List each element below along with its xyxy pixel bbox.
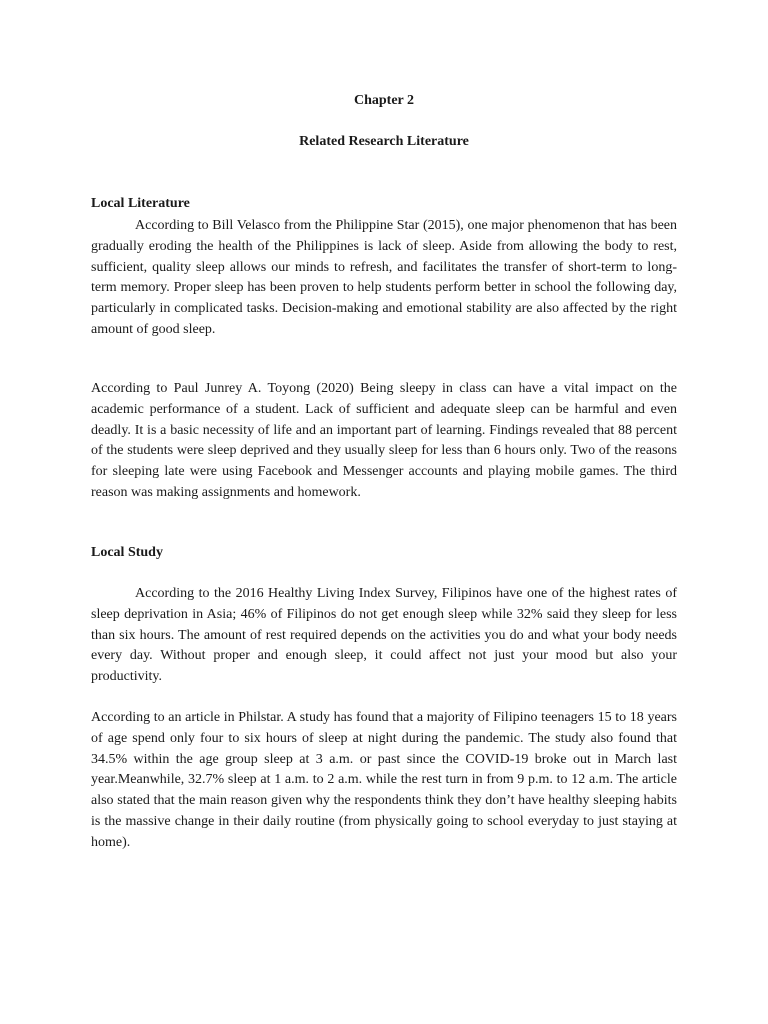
chapter-label: Chapter 2 (353, 93, 415, 108)
paragraph-healthy-living-index: According to the 2016 Healthy Living Index Survey, Filipinos have one of the highest rates of sleep deprivation in Asia; 46% of Filipinos do not get enough sleep while 32% said they sleep for less than six hours. The amount of rest required depends on the activities you do and what your body needs every day. Without proper and enough sleep, it could affect not just your mood but also your productivity. (91, 586, 677, 685)
paragraph-toyong: According to Paul Junrey A. Toyong (2020) Being sleepy in class can have a vital impact on the academic performance of a student. Lack of sufficient and adequate sleep can be harmful and even deadly. It is a basic necessity of life and an important part of learning. Findings revealed that 88 percent of the students were sleep deprived and they usually sleep for less than 6 hours only. Two of the reasons for sleeping late were using Facebook and Messenger accounts and playing mobile games. The third reason was making assignments and homework. (91, 381, 677, 500)
paragraph-philstar-study: According to an article in Philstar. A study has found that a majority of Filipino teenagers 15 to 18 years of age spend only four to six hours of sleep at night during the pandemic. The study also found that 34.5% within the age group sleep at 3 a.m. or past since the COVID-19 broke out in March last year.Meanwhile, 32.7% sleep at 1 a.m. to 2 a.m. while the rest turn in from 9 p.m. to 12 a.m. The article also stated that the main reason given why the respondents think they don’t have healthy sleeping habits is the massive change in their daily routine (from physically going to school everyday to just staying at home). (91, 710, 677, 850)
paragraph-velasco: According to Bill Velasco from the Philippine Star (2015), one major phenomenon that has been gradually eroding the health of the Philippines is lack of sleep. Aside from allowing the body to rest, sufficient, quality sleep allows our minds to refresh, and facilitates the transfer of short-term to long-term memory. Proper sleep has been proven to help students perform better in school the following day, particularly in complicated tasks. Decision-making and emotional stability are also affected by the right amount of good sleep. (91, 218, 677, 337)
heading-local-literature: Local Literature (91, 196, 190, 211)
page-title: Related Research Literature (299, 134, 469, 149)
heading-local-study: Local Study (91, 545, 163, 560)
